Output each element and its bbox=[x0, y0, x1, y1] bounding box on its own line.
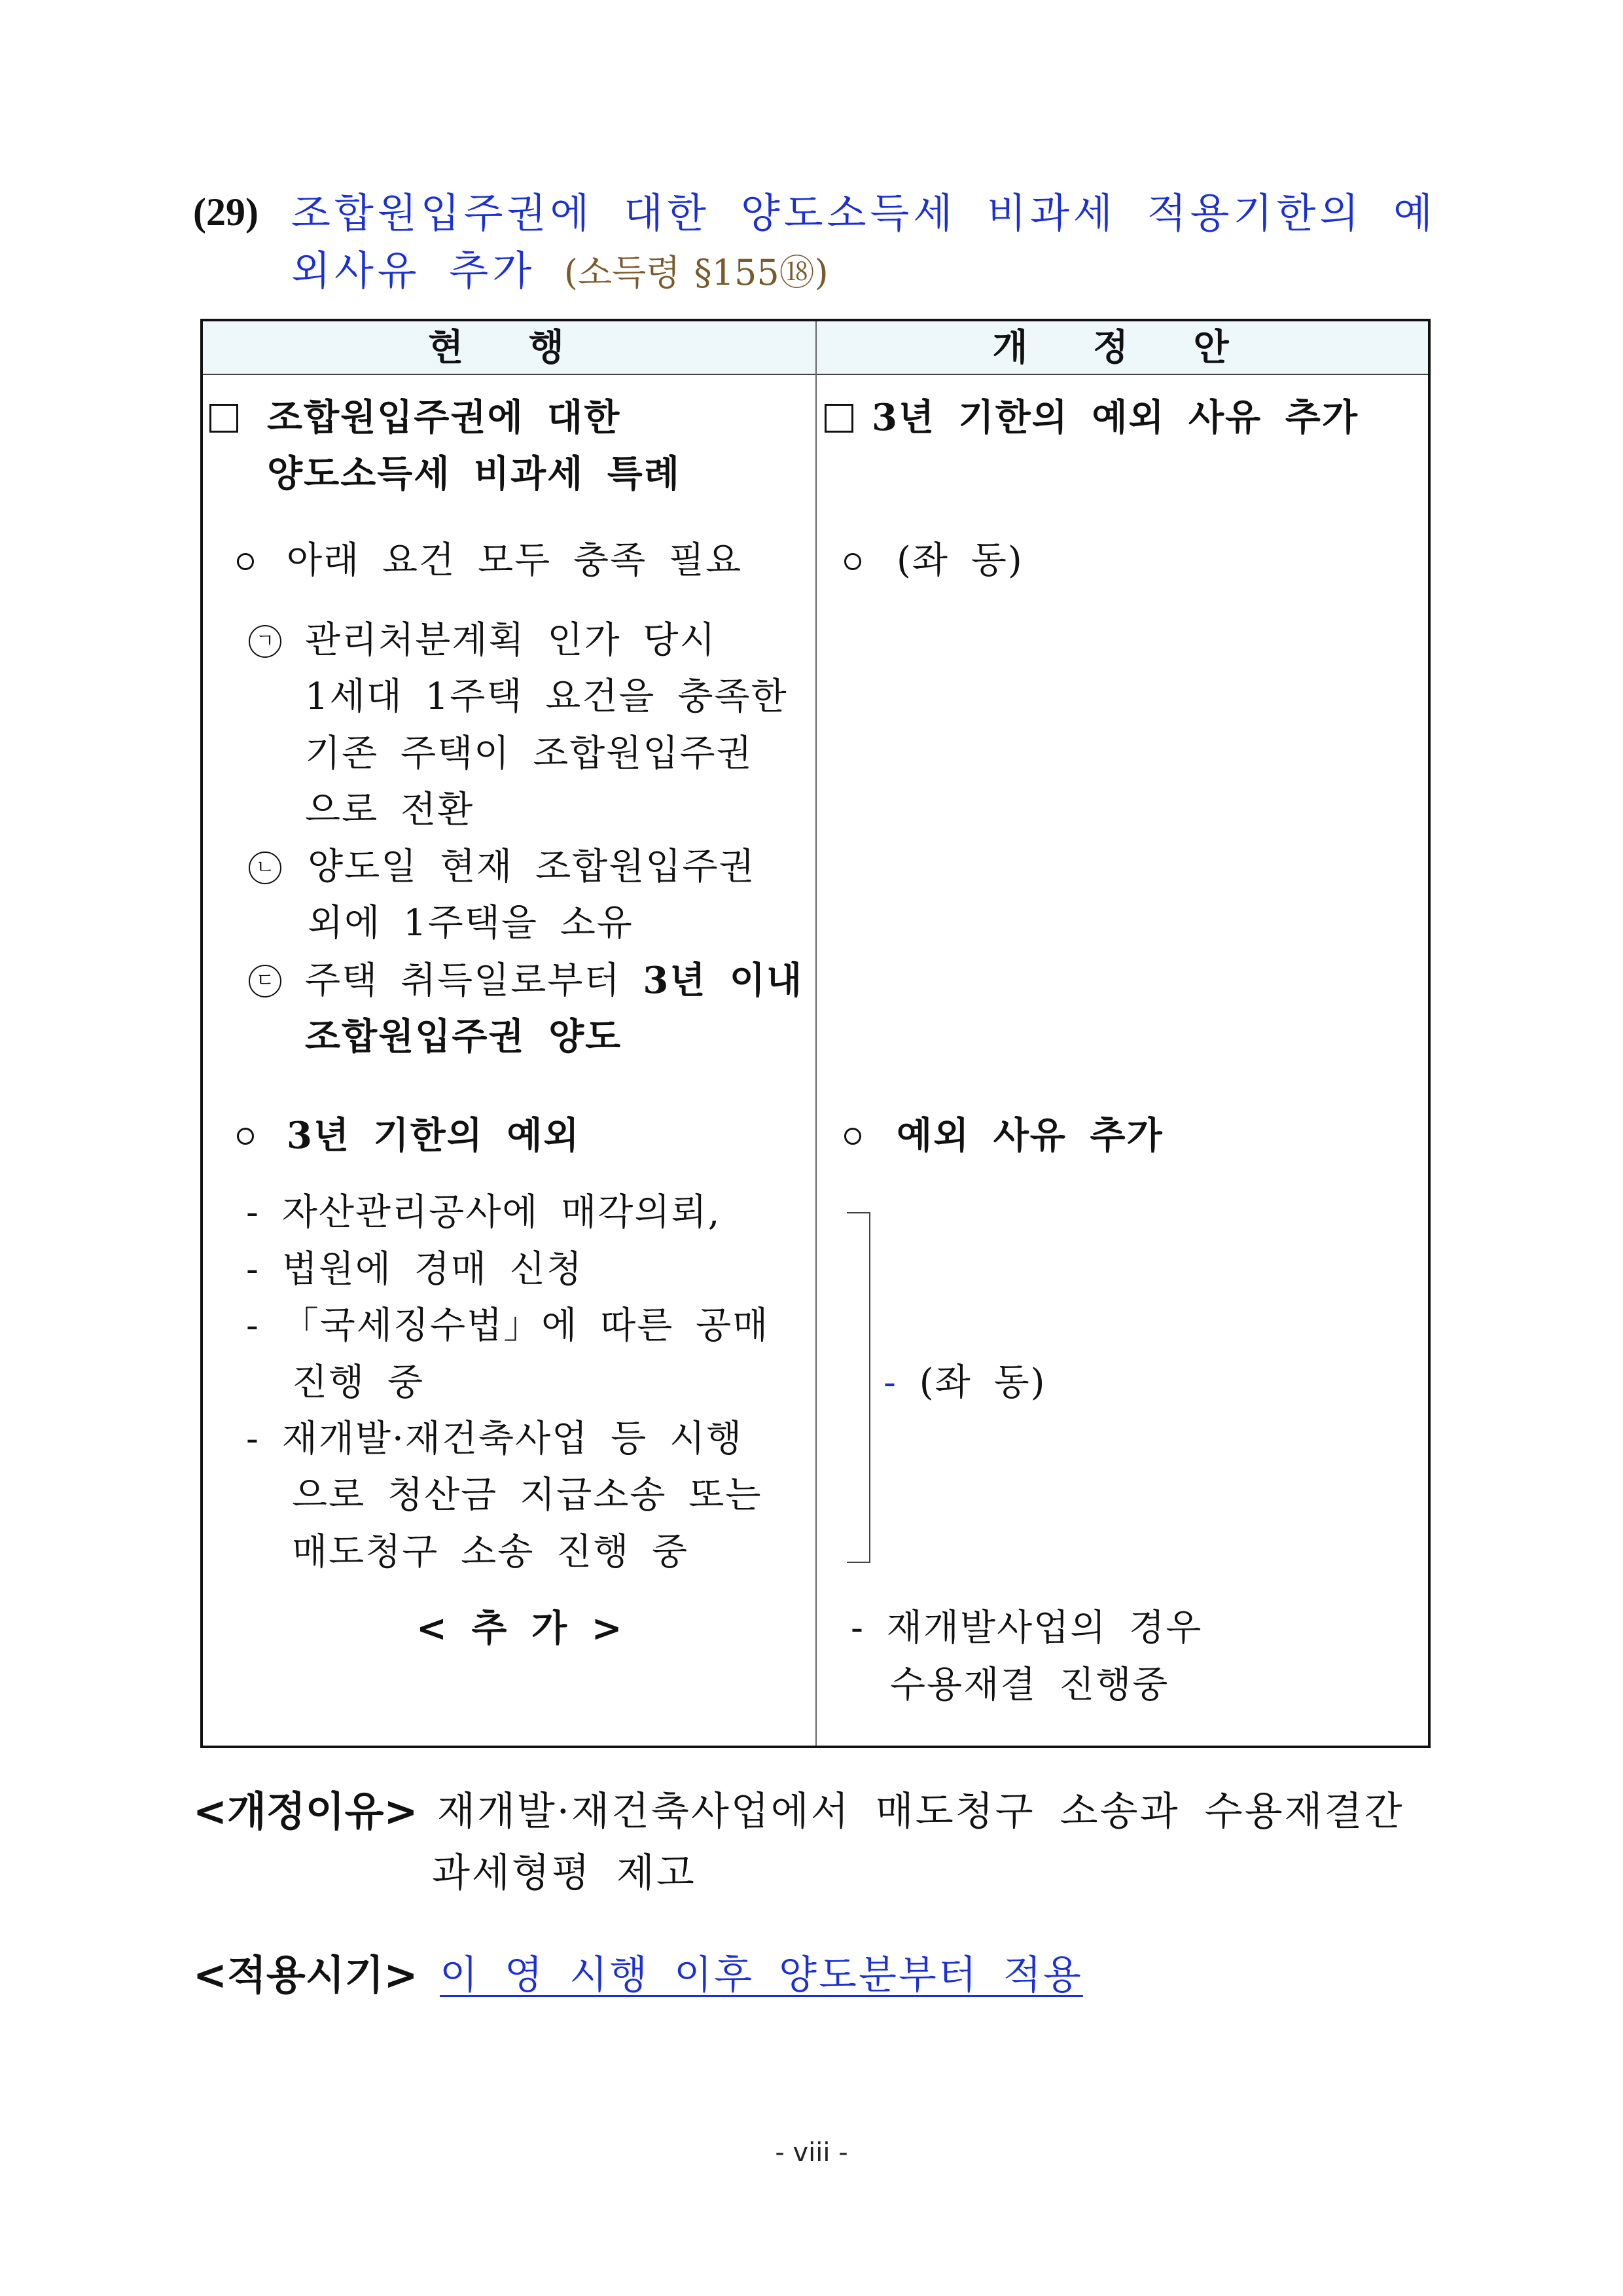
new-item-line-2: 수용재결 진행중 bbox=[890, 1664, 1169, 1706]
square-bullet-icon bbox=[209, 404, 238, 433]
section-title bbox=[291, 185, 1436, 302]
dash-item-4-cont-1: 으로 청산금 지급소송 또는 bbox=[292, 1474, 762, 1516]
proposed-bullet-2: 예외 사유 추가 bbox=[897, 1114, 1164, 1157]
circle-bullet-icon bbox=[844, 1128, 861, 1145]
dash-item-3-cont: 진행 중 bbox=[292, 1361, 425, 1404]
comparison-table bbox=[200, 319, 1431, 1748]
item-a-line-4: 으로 전환 bbox=[305, 789, 474, 831]
item-b-line-1: 양도일 현재 조합원입주권 bbox=[308, 846, 756, 888]
timing-text: 이 영 시행 이후 양도분부터 적용 bbox=[440, 1952, 1083, 1998]
reason-label: <개정이유> bbox=[193, 1787, 418, 1835]
item-c-line-2: 조합원입주권 양도 bbox=[305, 1015, 622, 1058]
section-number: (29) bbox=[193, 190, 259, 234]
circle-bullet-icon bbox=[237, 553, 254, 570]
dash-item-3: - 「국세징수법」에 따른 공매 bbox=[246, 1304, 770, 1347]
header-current: 현 행 bbox=[428, 326, 590, 369]
addition-marker: < 추 가 > bbox=[416, 1607, 624, 1650]
reason-line-2: 과세형평 제고 bbox=[432, 1850, 696, 1896]
section-reference: (소득령 §155⑱) bbox=[563, 252, 829, 293]
page-number: - viii - bbox=[775, 2138, 848, 2168]
new-item-line-1: - 재개발사업의 경우 bbox=[851, 1607, 1203, 1649]
dash-item-1: - 자산관리공사에 매각의뢰, bbox=[246, 1191, 721, 1234]
timing-label: <적용시기> bbox=[193, 1951, 418, 1999]
column-divider bbox=[815, 321, 817, 1746]
bracket-same-as-left: (좌 동) bbox=[919, 1361, 1046, 1404]
current-box-title-1: 조합원입주권에 대한 bbox=[267, 396, 621, 439]
section-title-text: 조합원입주권에 대한 양도소득세 비과세 적용기한의 예외사유 추가 bbox=[291, 189, 1436, 295]
item-a-line-2: 1세대 1주택 요건을 충족한 bbox=[305, 675, 788, 718]
proposed-bullet-1: (좌 동) bbox=[897, 539, 1024, 582]
reason-line-1: 재개발·재건축사업에서 매도청구 소송과 수용재결간 bbox=[437, 1789, 1404, 1835]
bracket-line bbox=[847, 1212, 870, 1563]
circle-bullet-icon bbox=[844, 553, 861, 570]
current-bullet-1: 아래 요건 모두 충족 필요 bbox=[287, 539, 743, 582]
dash-item-4-cont-2: 매도청구 소송 진행 중 bbox=[292, 1531, 689, 1573]
item-c-bold: 3년 이내 bbox=[643, 959, 804, 1002]
item-a-line-1: 관리처분계획 인가 당시 bbox=[305, 619, 717, 662]
item-b-line-2: 외에 1주택을 소유 bbox=[308, 902, 633, 944]
item-b-marker-icon: ㄴ bbox=[249, 852, 281, 884]
bracket-text bbox=[883, 1354, 1046, 1412]
current-bullet-2: 3년 기한의 예외 bbox=[287, 1114, 580, 1157]
item-c-line-1 bbox=[305, 952, 803, 1010]
circle-bullet-icon bbox=[237, 1128, 254, 1145]
item-a-line-3: 기존 주택이 조합원입주권 bbox=[305, 732, 753, 775]
proposed-box-title: 3년 기한의 예외 사유 추가 bbox=[872, 396, 1359, 439]
item-a-marker-icon: ㄱ bbox=[249, 625, 281, 658]
item-c-marker-icon: ㄷ bbox=[249, 965, 281, 997]
bracket-dash: - bbox=[883, 1361, 897, 1404]
item-c-prefix: 주택 취득일로부터 bbox=[305, 960, 643, 1002]
header-proposed: 개 정 안 bbox=[992, 326, 1255, 369]
dash-item-2: - 법원에 경매 신청 bbox=[246, 1248, 583, 1291]
square-bullet-icon bbox=[825, 404, 853, 433]
dash-item-4: - 재개발·재건축사업 등 시행 bbox=[246, 1418, 743, 1460]
current-box-title-2: 양도소득세 비과세 특례 bbox=[267, 452, 681, 495]
